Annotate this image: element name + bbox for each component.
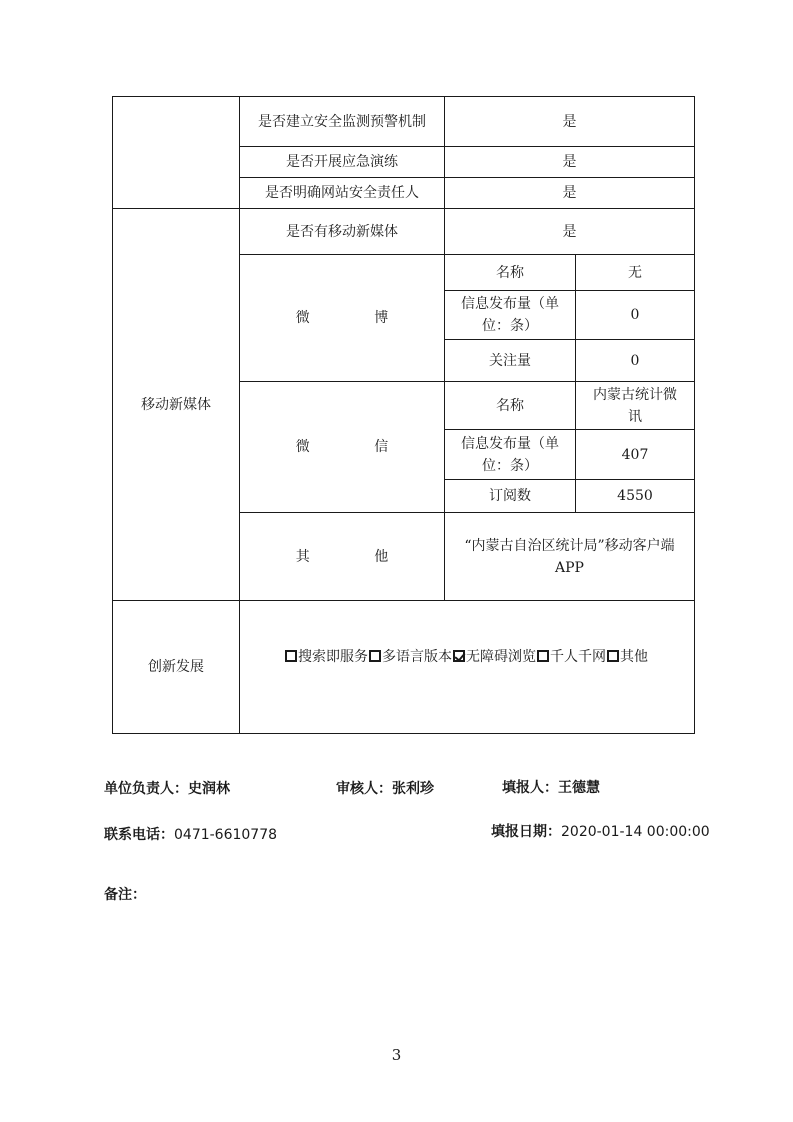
weibo-posts-label: 信息发布量（单位：条） xyxy=(461,296,559,334)
drill-value: 是 xyxy=(562,154,577,170)
contact-phone xyxy=(104,824,277,844)
other-media-value: “内蒙古自治区统计局”移动客户端APP xyxy=(464,537,675,576)
monitoring-label: 是否建立安全监测预警机制 xyxy=(258,113,426,130)
date-value: 2020-01-14 00:00:00 xyxy=(561,824,710,840)
checkbox-multilingual[interactable] xyxy=(369,650,381,662)
option-other: 其他 xyxy=(620,649,648,665)
wechat-posts-label: 信息发布量（单位：条） xyxy=(461,435,559,474)
unit-head-label: 单位负责人： xyxy=(104,781,188,797)
checkbox-other[interactable] xyxy=(607,650,619,662)
checkbox-search-as-service[interactable] xyxy=(285,650,297,662)
page-number: 3 xyxy=(391,1046,402,1064)
wechat-label: 微 信 xyxy=(295,439,419,455)
monitoring-value: 是 xyxy=(562,113,577,130)
wechat-subscribers-value: 4550 xyxy=(617,488,653,504)
other-media-label: 其 他 xyxy=(295,548,419,565)
remarks-label: 备注： xyxy=(104,887,146,903)
mobile-media-section-label: 移动新媒体 xyxy=(141,396,211,413)
wechat-subscribers-label: 订阅数 xyxy=(489,488,531,504)
drill-label: 是否开展应急演练 xyxy=(286,154,398,170)
has-mobile-media-value: 是 xyxy=(562,223,577,240)
option-personalized: 千人千网 xyxy=(550,649,606,665)
innovation-label: 创新发展 xyxy=(148,659,204,675)
weibo-name-label: 名称 xyxy=(496,264,524,281)
weibo-posts-value: 0 xyxy=(630,307,640,323)
weibo-followers-label: 关注量 xyxy=(489,352,531,369)
wechat-name-value: 内蒙古统计微讯 xyxy=(593,386,677,425)
filler-value: 王德慧 xyxy=(558,780,600,796)
unit-head-value: 史润林 xyxy=(188,781,230,797)
innovation-options xyxy=(240,601,694,711)
option-search-as-service: 搜索即服务 xyxy=(298,649,368,665)
phone-label: 联系电话： xyxy=(104,827,174,843)
checkbox-accessible-browsing[interactable] xyxy=(453,650,465,662)
wechat-posts-value: 407 xyxy=(621,446,649,463)
filler xyxy=(502,777,600,797)
weibo-label: 微 博 xyxy=(295,310,419,326)
phone-value: 0471-6610778 xyxy=(174,827,278,843)
unit-head xyxy=(104,778,230,798)
responsible-label: 是否明确网站安全责任人 xyxy=(265,185,419,201)
responsible-value: 是 xyxy=(562,185,577,201)
reviewer-label: 审核人： xyxy=(336,781,392,797)
wechat-name-label: 名称 xyxy=(496,397,524,414)
option-accessible-browsing: 无障碍浏览 xyxy=(466,649,536,665)
reviewer-value: 张利珍 xyxy=(392,781,434,797)
checkbox-personalized[interactable] xyxy=(537,650,549,662)
has-mobile-media-label: 是否有移动新媒体 xyxy=(286,223,398,240)
option-multilingual: 多语言版本 xyxy=(382,649,452,665)
innovation-checkbox-row xyxy=(285,646,649,666)
filler-label: 填报人： xyxy=(502,780,558,796)
fill-date xyxy=(491,821,710,841)
date-label: 填报日期： xyxy=(491,824,561,840)
weibo-followers-value: 0 xyxy=(630,352,640,369)
reviewer xyxy=(336,778,434,798)
weibo-name-value: 无 xyxy=(628,264,642,281)
